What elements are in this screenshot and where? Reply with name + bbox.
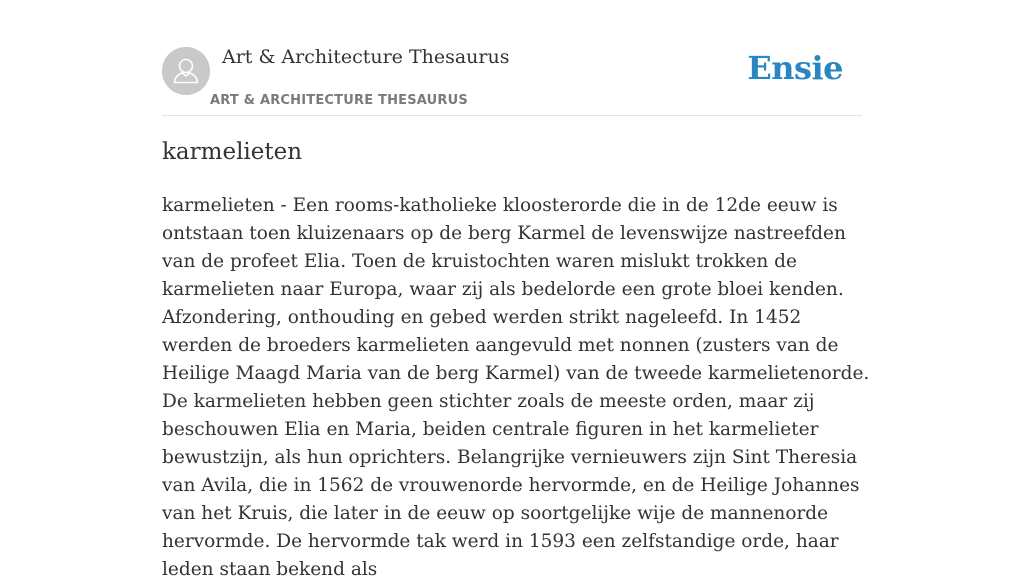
author-name[interactable]: Art & Architecture Thesaurus <box>222 46 510 68</box>
ensie-logo[interactable]: Ensie <box>747 49 843 87</box>
article-body: karmelieten - Een rooms-katholieke kloosterorde die in de 12de eeuw is ontstaan toen kluizenaars op de berg Karmel de levenswijze nastreefden van de profeet Elia. Toen de kruistochten waren mislukt trokken de karmelieten naar Europa, waar zij als bedelorde een grote bloei kenden. Afzondering, onthouding en gebed werden strikt nageleefd. In 1452 werden de broeders karmelieten aangevuld met nonnen (zusters van de Heilige Maagd Maria van de berg Karmel) van de tweede karmelietenorde. De karmelieten hebben geen stichter zoals de meeste orden, maar zij beschouwen Elia en Maria, beiden centrale figuren in het karmelieter bewustzijn, als hun oprichters. Belangrijke vernieuwers zijn Sint Theresia van Avila, die in 1562 de vrouwenorde hervormde, en de Heilige Johannes van het Kruis, die later in de eeuw op soortgelijke wije de mannenorde hervormde. De hervormde tak werd in 1593 een zelfstandige orde, haar leden staan bekend als <box>162 195 870 580</box>
source-label[interactable]: ART & ARCHITECTURE THESAURUS <box>210 93 468 108</box>
user-silhouette-icon <box>162 47 210 95</box>
author-avatar[interactable] <box>162 47 210 95</box>
article-page <box>162 0 870 580</box>
article-title: karmelieten <box>162 139 303 165</box>
article-header <box>162 0 862 116</box>
